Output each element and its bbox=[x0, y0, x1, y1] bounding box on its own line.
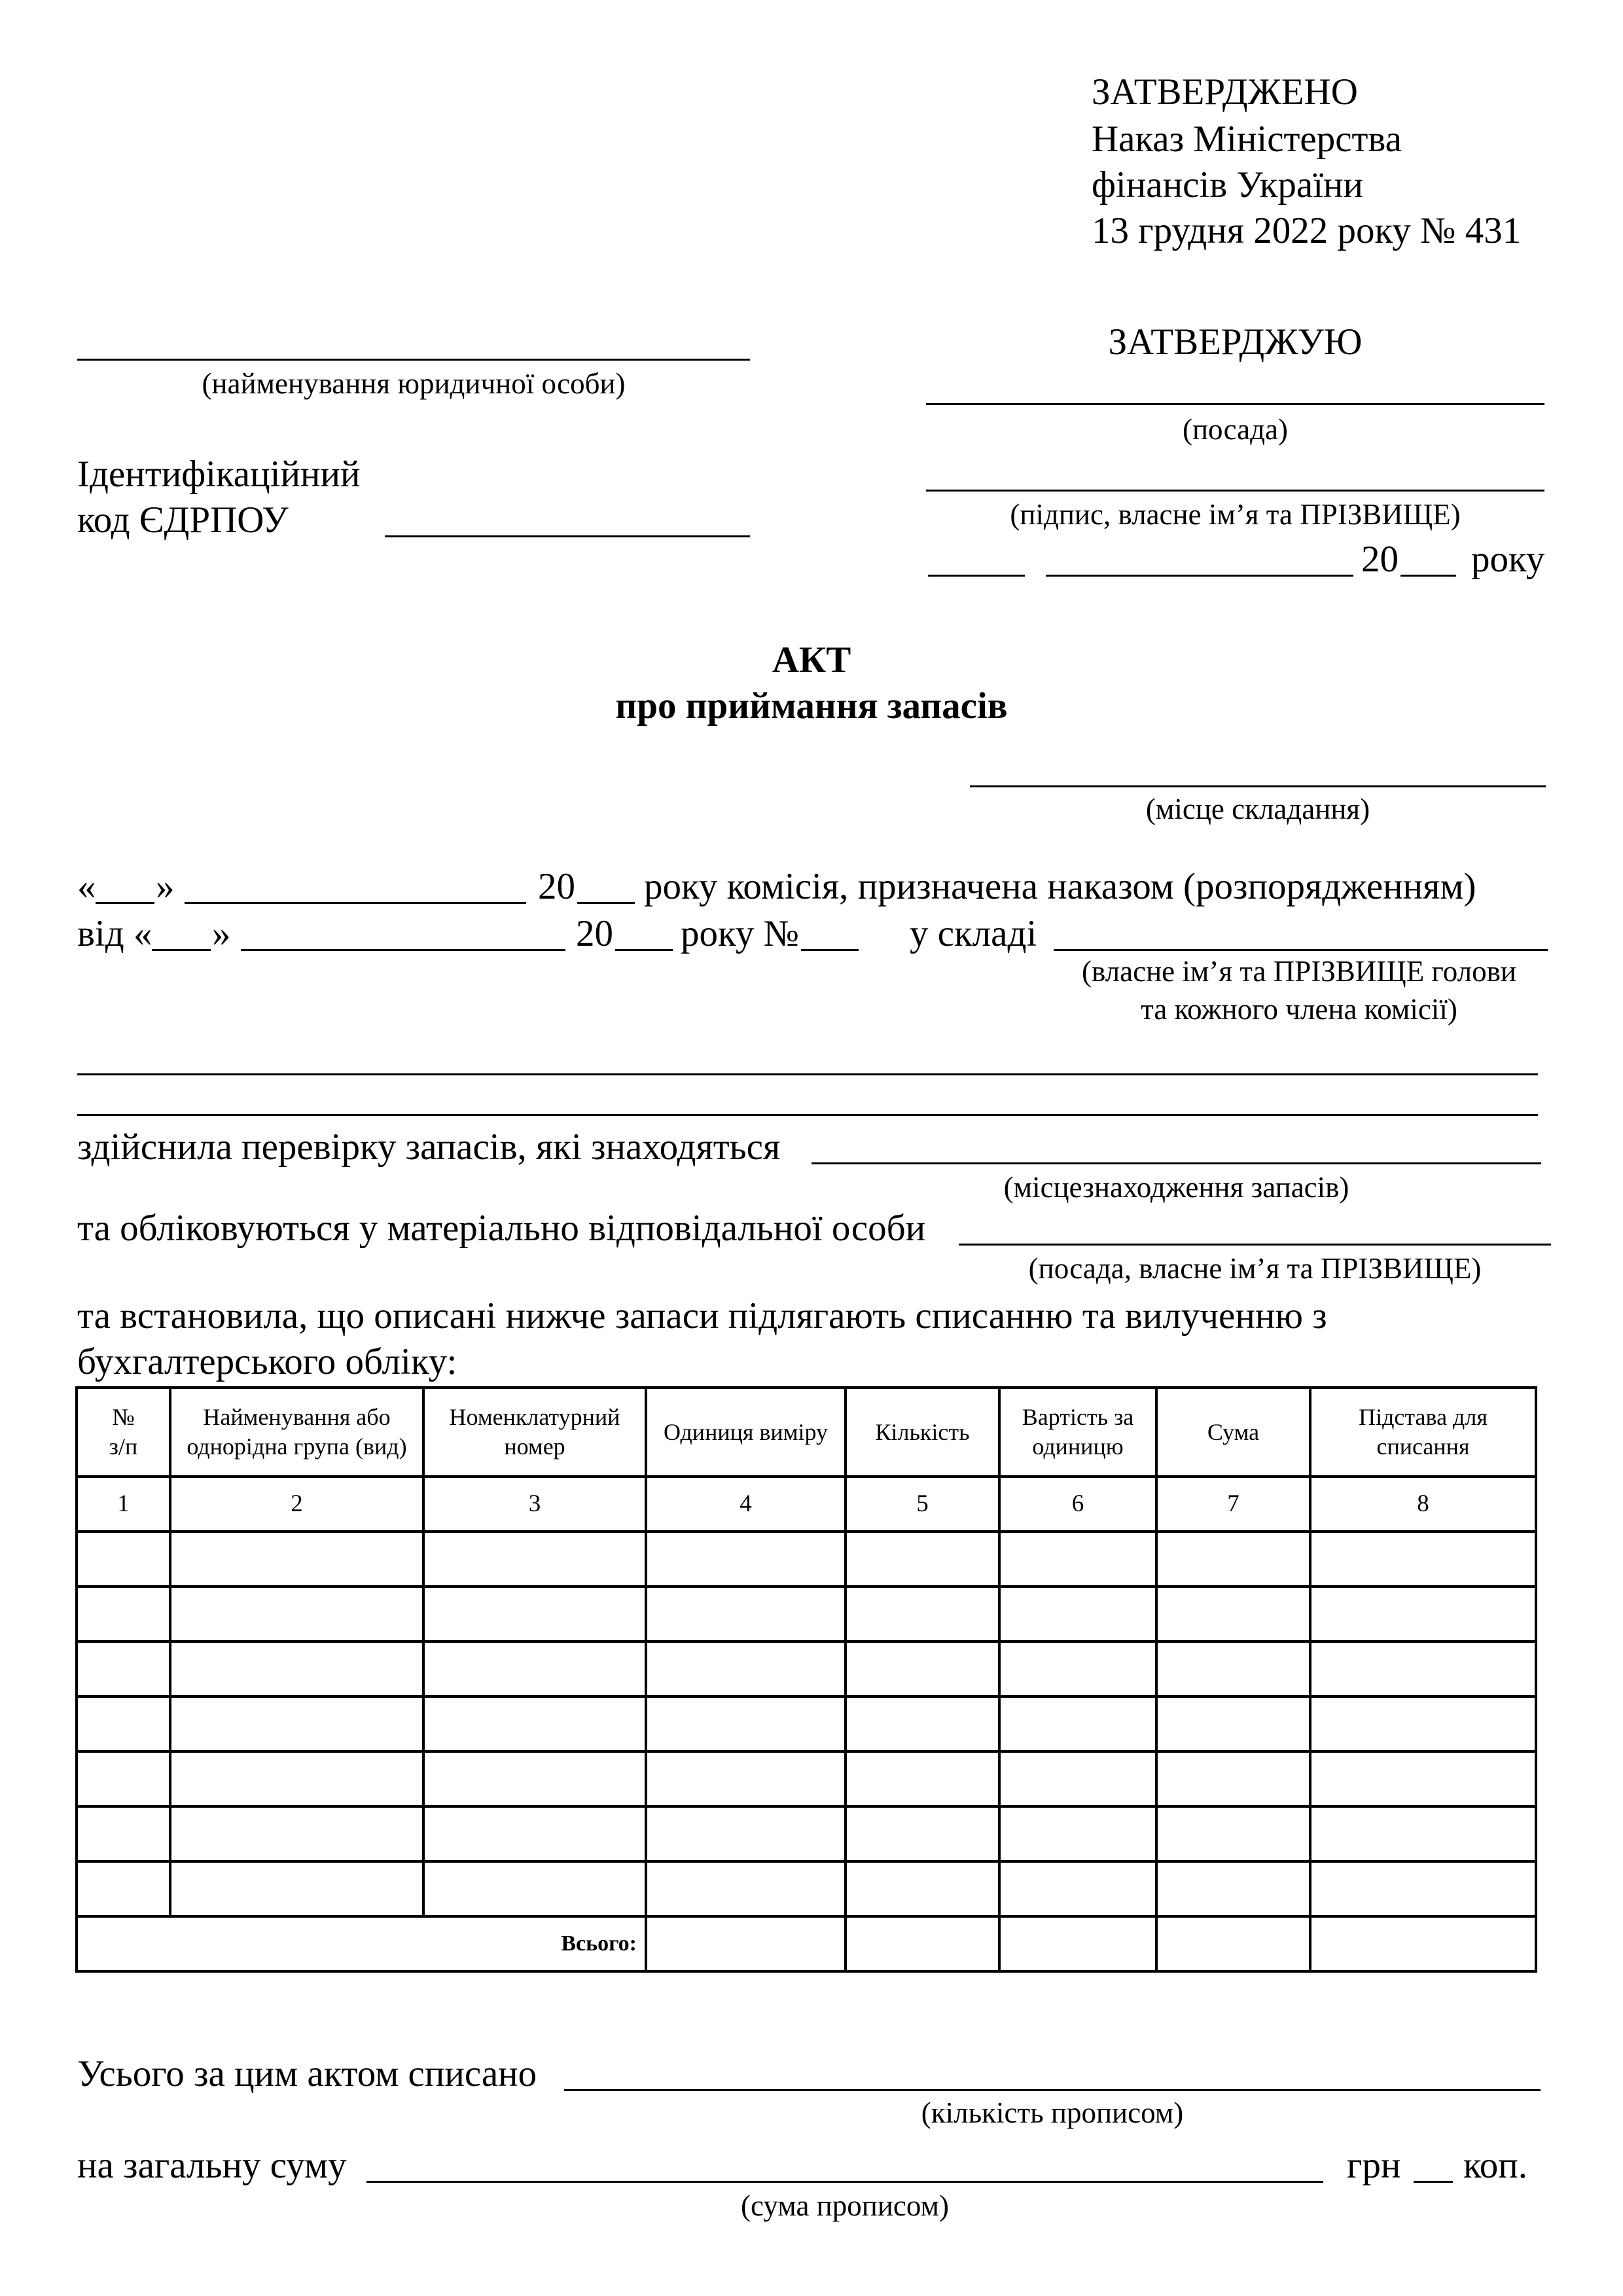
currency-kop: коп. bbox=[1463, 2145, 1528, 2186]
cell-unit-price[interactable] bbox=[999, 1696, 1156, 1751]
responsible-person-field[interactable] bbox=[959, 1244, 1551, 1246]
cell-quantity[interactable] bbox=[846, 1641, 999, 1696]
cell-unit-price[interactable] bbox=[999, 1806, 1156, 1861]
order-day-field[interactable] bbox=[152, 949, 211, 951]
col-header-quantity: Кількість bbox=[846, 1388, 999, 1477]
cell-name[interactable] bbox=[170, 1587, 423, 1641]
cell-sum[interactable] bbox=[1156, 1587, 1310, 1641]
document-subtitle: про приймання запасів bbox=[615, 685, 1008, 726]
conclusion-line2: бухгалтерського обліку: bbox=[77, 1341, 457, 1382]
cell-unit[interactable] bbox=[646, 1806, 846, 1861]
cell-sum[interactable] bbox=[1156, 1806, 1310, 1861]
approver-position-caption: (посада) bbox=[1182, 413, 1289, 446]
col-header-unit-price: Вартість за одиницю bbox=[999, 1388, 1156, 1477]
cell-unit[interactable] bbox=[646, 1532, 846, 1587]
approver-signature-caption: (підпис, власне ім’я та ПРІЗВИЩЕ) bbox=[1010, 498, 1461, 531]
table-row bbox=[77, 1641, 1536, 1696]
entity-name-field[interactable] bbox=[77, 359, 750, 361]
commission-members-continuation-1[interactable] bbox=[77, 1073, 1538, 1075]
cell-sum[interactable] bbox=[1156, 1861, 1310, 1916]
approve-day-field[interactable] bbox=[928, 575, 1025, 577]
approval-stamp-date: 13 грудня 2022 року № 431 bbox=[1092, 210, 1522, 251]
col-number-2: 2 bbox=[170, 1477, 423, 1532]
approve-title: ЗАТВЕРДЖУЮ bbox=[1108, 321, 1363, 363]
order-from-label: від « bbox=[77, 913, 152, 954]
cell-quantity[interactable] bbox=[846, 1587, 999, 1641]
col-number-8: 8 bbox=[1310, 1477, 1536, 1532]
col-header-nomenclature: Номенклатурний номер bbox=[423, 1388, 646, 1477]
approval-stamp-title: ЗАТВЕРДЖЕНО bbox=[1092, 71, 1358, 113]
table-row bbox=[77, 1696, 1536, 1751]
cell-name[interactable] bbox=[170, 1696, 423, 1751]
cell-number[interactable] bbox=[77, 1806, 170, 1861]
cell-quantity[interactable] bbox=[846, 1696, 999, 1751]
cell-nomenclature[interactable] bbox=[423, 1641, 646, 1696]
order-year-number-label: року № bbox=[681, 913, 800, 954]
col-header-name: Найменування або однорідна група (вид) bbox=[170, 1388, 423, 1477]
order-year-field[interactable] bbox=[615, 949, 673, 951]
commission-members-field[interactable] bbox=[1054, 949, 1548, 951]
cell-basis[interactable] bbox=[1310, 1696, 1536, 1751]
commission-year-prefix: 20 bbox=[538, 866, 575, 907]
col-number-7: 7 bbox=[1156, 1477, 1310, 1532]
col-number-1: 1 bbox=[77, 1477, 170, 1532]
cell-unit-price[interactable] bbox=[999, 1532, 1156, 1587]
commission-members-continuation-2[interactable] bbox=[77, 1114, 1538, 1116]
cell-name[interactable] bbox=[170, 1861, 423, 1916]
cell-number[interactable] bbox=[77, 1587, 170, 1641]
cell-unit[interactable] bbox=[646, 1587, 846, 1641]
cell-basis[interactable] bbox=[1310, 1806, 1536, 1861]
cell-name[interactable] bbox=[170, 1532, 423, 1587]
col-header-number bbox=[77, 1388, 170, 1477]
commission-open-quote: « bbox=[77, 866, 96, 907]
cell-sum[interactable] bbox=[1156, 1532, 1310, 1587]
cell-number[interactable] bbox=[77, 1751, 170, 1806]
table-row bbox=[77, 1806, 1536, 1861]
members-caption-line1: (власне ім’я та ПРІЗВИЩЕ голови bbox=[1082, 955, 1516, 988]
table-row bbox=[77, 1861, 1536, 1916]
cell-name[interactable] bbox=[170, 1806, 423, 1861]
total-quantity[interactable] bbox=[846, 1916, 999, 1971]
approver-position-field[interactable] bbox=[926, 403, 1544, 405]
cell-basis[interactable] bbox=[1310, 1641, 1536, 1696]
cell-quantity[interactable] bbox=[846, 1806, 999, 1861]
table-total-row bbox=[77, 1916, 1536, 1971]
place-field[interactable] bbox=[970, 785, 1546, 787]
approve-month-field[interactable] bbox=[1046, 575, 1353, 577]
cell-unit[interactable] bbox=[646, 1751, 846, 1806]
order-number-field[interactable] bbox=[801, 949, 859, 951]
members-caption-line2: та кожного члена комісії) bbox=[1141, 993, 1457, 1026]
approval-stamp-order: Наказ Міністерства bbox=[1092, 118, 1402, 160]
order-month-field[interactable] bbox=[241, 949, 565, 951]
total-sum-text: на загальну суму bbox=[77, 2145, 347, 2186]
inventory-table bbox=[75, 1386, 1537, 1973]
cell-unit-price[interactable] bbox=[999, 1751, 1156, 1806]
cell-unit[interactable] bbox=[646, 1641, 846, 1696]
cell-unit-price[interactable] bbox=[999, 1861, 1156, 1916]
document-title: АКТ bbox=[772, 639, 851, 681]
col-header-basis: Підстава для списання bbox=[1310, 1388, 1536, 1477]
edrpou-label-line2: код ЄДРПОУ bbox=[77, 499, 289, 541]
cell-nomenclature[interactable] bbox=[423, 1532, 646, 1587]
cell-unit[interactable] bbox=[646, 1696, 846, 1751]
cell-nomenclature[interactable] bbox=[423, 1696, 646, 1751]
total-unit-price[interactable] bbox=[999, 1916, 1156, 1971]
col-header-number-abbr: з/п bbox=[109, 1433, 138, 1460]
col-header-number-sign: № bbox=[112, 1404, 135, 1430]
cell-unit[interactable] bbox=[646, 1861, 846, 1916]
inventory-location-field[interactable] bbox=[812, 1162, 1541, 1164]
cell-sum[interactable] bbox=[1156, 1751, 1310, 1806]
quantity-in-words-field[interactable] bbox=[564, 2089, 1541, 2091]
approver-signature-field[interactable] bbox=[926, 490, 1544, 492]
col-number-6: 6 bbox=[999, 1477, 1156, 1532]
cell-basis[interactable] bbox=[1310, 1532, 1536, 1587]
cell-number[interactable] bbox=[77, 1532, 170, 1587]
approve-year-suffix: року bbox=[1471, 539, 1545, 580]
kopecks-field[interactable] bbox=[1414, 2181, 1453, 2183]
conclusion-line1: та встановила, що описані нижче запаси підлягають списанню та вилученню з bbox=[77, 1295, 1327, 1336]
cell-quantity[interactable] bbox=[846, 1751, 999, 1806]
sum-in-words-caption: (сума прописом) bbox=[741, 2189, 949, 2222]
composition-label: у складі bbox=[910, 913, 1037, 954]
cell-unit-price[interactable] bbox=[999, 1641, 1156, 1696]
responsible-person-text: та обліковуються у матеріально відповідальної особи bbox=[77, 1208, 926, 1249]
order-year-prefix: 20 bbox=[576, 913, 613, 954]
entity-name-caption: (найменування юридичної особи) bbox=[202, 367, 626, 400]
col-number-3: 3 bbox=[423, 1477, 646, 1532]
inspection-location-text: здійснила перевірку запасів, які знаходяться bbox=[77, 1126, 781, 1168]
table-row bbox=[77, 1751, 1536, 1806]
column-numbers-row bbox=[77, 1477, 1536, 1532]
col-header-unit: Одиниця виміру bbox=[646, 1388, 846, 1477]
cell-name[interactable] bbox=[170, 1751, 423, 1806]
commission-day-field[interactable] bbox=[96, 902, 154, 904]
cell-unit-price[interactable] bbox=[999, 1587, 1156, 1641]
approve-year-field[interactable] bbox=[1400, 575, 1456, 577]
table-row bbox=[77, 1532, 1536, 1587]
edrpou-label-line1: Ідентифікаційний bbox=[77, 454, 361, 495]
cell-basis[interactable] bbox=[1310, 1751, 1536, 1806]
total-basis[interactable] bbox=[1310, 1916, 1536, 1971]
quantity-in-words-caption: (кількість прописом) bbox=[921, 2096, 1184, 2129]
table-header-row bbox=[77, 1388, 1536, 1477]
table-row bbox=[77, 1587, 1536, 1641]
commission-line1-text: року комісія, призначена наказом (розпорядженням) bbox=[644, 866, 1476, 907]
cell-number[interactable] bbox=[77, 1861, 170, 1916]
approve-year-prefix: 20 bbox=[1361, 539, 1399, 580]
approval-stamp-ministry: фінансів України bbox=[1092, 164, 1364, 206]
inventory-location-caption: (місцезнаходження запасів) bbox=[1003, 1171, 1349, 1204]
order-close-quote: » bbox=[212, 913, 231, 954]
cell-name[interactable] bbox=[170, 1641, 423, 1696]
total-unit[interactable] bbox=[646, 1916, 846, 1971]
total-label: Всього: bbox=[77, 1916, 646, 1971]
cell-quantity[interactable] bbox=[846, 1532, 999, 1587]
sum-in-words-field[interactable] bbox=[366, 2181, 1323, 2183]
commission-close-quote: » bbox=[156, 866, 175, 907]
cell-nomenclature[interactable] bbox=[423, 1806, 646, 1861]
col-number-4: 4 bbox=[646, 1477, 846, 1532]
cell-number[interactable] bbox=[77, 1641, 170, 1696]
cell-nomenclature[interactable] bbox=[423, 1751, 646, 1806]
cell-basis[interactable] bbox=[1310, 1587, 1536, 1641]
cell-sum[interactable] bbox=[1156, 1641, 1310, 1696]
commission-month-field[interactable] bbox=[185, 902, 526, 904]
col-header-sum: Сума bbox=[1156, 1388, 1310, 1477]
cell-quantity[interactable] bbox=[846, 1861, 999, 1916]
written-off-text: Усього за цим актом списано bbox=[77, 2053, 537, 2094]
cell-number[interactable] bbox=[77, 1696, 170, 1751]
cell-nomenclature[interactable] bbox=[423, 1587, 646, 1641]
place-caption: (місце складання) bbox=[1145, 793, 1370, 825]
total-sum[interactable] bbox=[1156, 1916, 1310, 1971]
currency-uah: грн bbox=[1347, 2145, 1401, 2186]
edrpou-code-field[interactable] bbox=[385, 535, 750, 537]
cell-sum[interactable] bbox=[1156, 1696, 1310, 1751]
cell-nomenclature[interactable] bbox=[423, 1861, 646, 1916]
col-number-5: 5 bbox=[846, 1477, 999, 1532]
commission-year-field[interactable] bbox=[577, 902, 635, 904]
responsible-person-caption: (посада, власне ім’я та ПРІЗВИЩЕ) bbox=[1028, 1252, 1482, 1285]
cell-basis[interactable] bbox=[1310, 1861, 1536, 1916]
